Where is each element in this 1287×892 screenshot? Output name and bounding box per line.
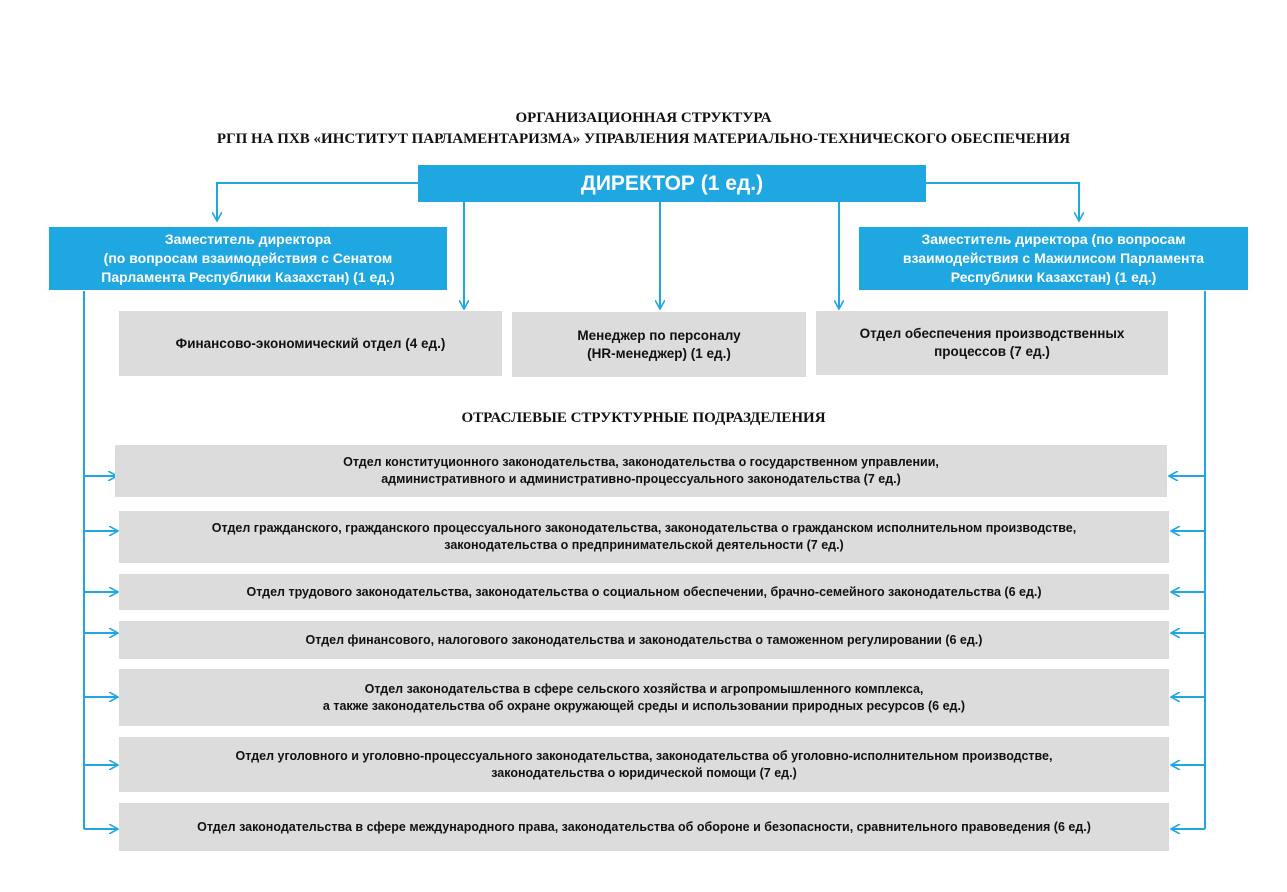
chart-title-line2: РГП НА ПХВ «ИНСТИТУТ ПАРЛАМЕНТАРИЗМА» УПРАВЛЕНИЯ МАТЕРИАЛЬНО-ТЕХНИЧЕСКОГО ОБЕСПЕЧЕНИЯ bbox=[216, 131, 1071, 147]
deputy-right-line1: Заместитель директора (по вопросам bbox=[921, 231, 1186, 247]
deputy-left-line3: Парламента Республики Казахстан) (1 ед.) bbox=[101, 269, 395, 285]
finance-dept-label: Финансово-экономический отдел (4 ед.) bbox=[175, 335, 446, 351]
dept-box-1 bbox=[115, 445, 1167, 497]
dept-box-2 bbox=[119, 511, 1169, 563]
director-label: ДИРЕКТОР (1 ед.) bbox=[580, 171, 764, 195]
dept-2-line1: Отдел гражданского, гражданского процессуального законодательства, законодательства о гражданском исполнительном производстве, bbox=[211, 521, 1077, 535]
director-box bbox=[418, 165, 926, 202]
dept-5-line2: а также законодательства об охране окружающей среды и использовании природных ресурсов (6 ед.) bbox=[322, 698, 966, 713]
dept-box-5 bbox=[119, 669, 1169, 726]
hr-manager-line1: Менеджер по персоналу bbox=[577, 327, 741, 343]
chart-title-line1: ОРГАНИЗАЦИОННАЯ СТРУКТУРА bbox=[515, 110, 772, 126]
deputy-right-box bbox=[859, 227, 1248, 290]
dept-box-7 bbox=[119, 803, 1169, 851]
deputy-right-line2: взаимодействия с Мажилисом Парламента bbox=[902, 250, 1205, 266]
sector-title: ОТРАСЛЕВЫЕ СТРУКТУРНЫЕ ПОДРАЗДЕЛЕНИЯ bbox=[461, 410, 826, 426]
dept-6-line2: законодательства о юридической помощи (7 ед.) bbox=[491, 765, 797, 780]
dept-7-line1: Отдел законодательства в сфере международного права, законодательства об обороне и безопасности, сравнительного правоведения (6 ед.) bbox=[197, 819, 1091, 834]
production-dept-line1: Отдел обеспечения производственных bbox=[859, 326, 1125, 341]
production-dept-line2: процессов (7 ед.) bbox=[934, 344, 1050, 359]
deputy-left-line1: Заместитель директора bbox=[164, 231, 332, 247]
deputy-left-line2: (по вопросам взаимодействия с Сенатом bbox=[103, 250, 393, 266]
dept-box-4 bbox=[119, 621, 1169, 659]
dept-2-line2: законодательства о предпринимательской деятельности (7 ед.) bbox=[444, 538, 844, 552]
finance-dept-box bbox=[119, 311, 502, 376]
dept-5-line1: Отдел законодательства в сфере сельского хозяйства и агропромышленного комплекса, bbox=[364, 681, 924, 696]
production-dept-box bbox=[816, 311, 1168, 375]
dept-box-3 bbox=[119, 574, 1169, 610]
hr-manager-line2: (HR-менеджер) (1 ед.) bbox=[587, 345, 731, 361]
dept-1-line1: Отдел конституционного законодательства, законодательства о государственном управлении, bbox=[343, 455, 939, 469]
deputy-left-box bbox=[49, 227, 447, 290]
hr-manager-box bbox=[512, 312, 806, 377]
deputy-right-line3: Республики Казахстан) (1 ед.) bbox=[950, 269, 1157, 285]
dept-3-line1: Отдел трудового законодательства, законодательства о социальном обеспечении, брачно-семейного законодательства (6 ед.) bbox=[246, 584, 1042, 599]
arrow-director-left-deputy bbox=[217, 183, 418, 220]
dept-6-line1: Отдел уголовного и уголовно-процессуального законодательства, законодательства об уголовно-исполнительном производстве, bbox=[235, 748, 1053, 763]
dept-box-6 bbox=[119, 737, 1169, 792]
arrow-director-right-deputy bbox=[926, 183, 1079, 220]
dept-1-line2: административного и административно-процессуального законодательства (7 ед.) bbox=[381, 472, 901, 486]
dept-4-line1: Отдел финансового, налогового законодательства и законодательства о таможенном регулировании (6 ед.) bbox=[305, 632, 983, 647]
